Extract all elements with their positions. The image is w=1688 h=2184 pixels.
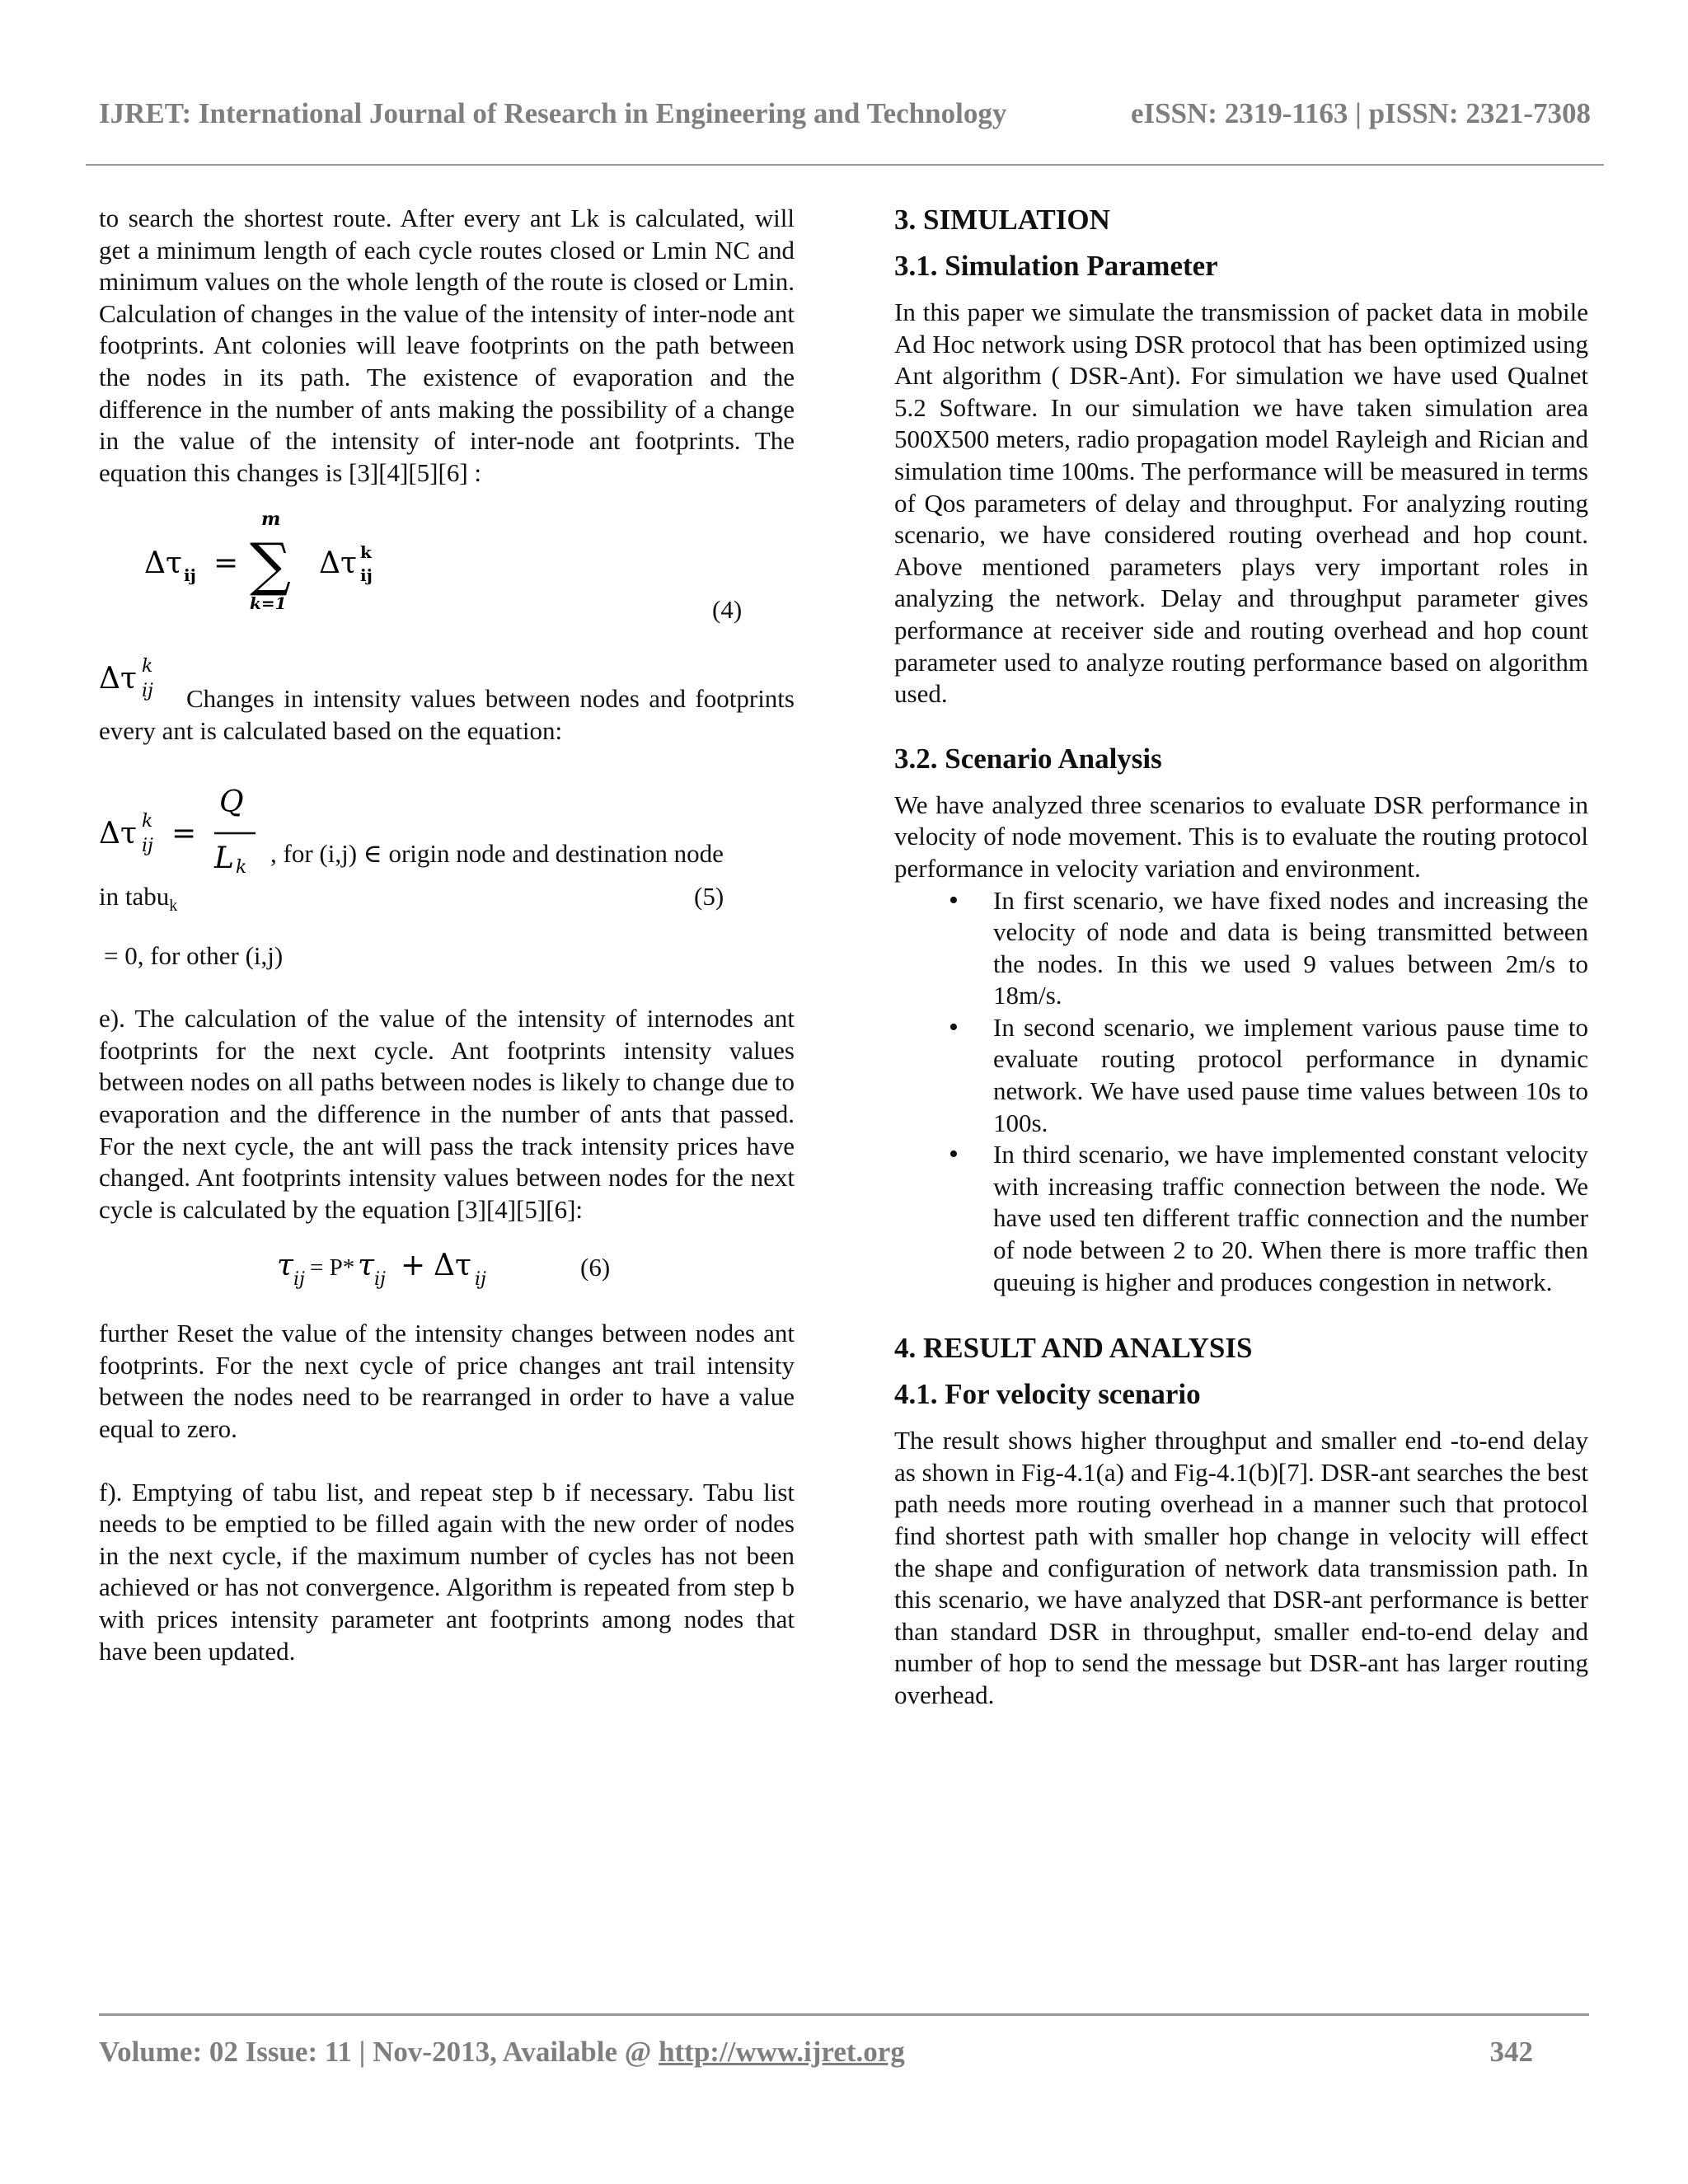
equation-4: [99, 502, 795, 650]
section-heading-simulation: 3. SIMULATION: [894, 204, 1110, 236]
list-item: • In third scenario, we have implemented constant velocity with increasing traffic connection between the node. We have used ten different traffic connection and the number of node between 2 to 20. When there is more traffic then queuing is higher and produces congestion in network.: [894, 1139, 1588, 1298]
delta-tau-symbol: [99, 645, 181, 703]
svg-text:k: k: [360, 542, 372, 563]
section-heading-result-analysis: 4. RESULT AND ANALYSIS: [894, 1332, 1253, 1365]
journal-header: [99, 97, 1591, 130]
svg-text:k: k: [142, 656, 153, 677]
paragraph-shortest-route: to search the shortest route. After every ant Lk is calculated, will get a minimum length of each cycle routes closed or Lmin NC and minimum values on the whole length of the route is closed or Lmin. Calculation of changes in the value of the intensity of inter-node ant footprints. Ant colonies will leave footprints on the path between the nodes in its path. The existence of evaporation and the difference in the number of ants making the possibility of a change in the value of the intensity of inter-node ant footprints. The equation this changes is [3][4][5][6] :: [99, 204, 795, 487]
header-divider: [86, 164, 1604, 166]
svg-text:Δτ: Δτ: [144, 546, 182, 581]
equation-4-formula: [144, 502, 424, 626]
journal-issn: eISSN: 2319-1163 | pISSN: 2321-7308: [1130, 97, 1591, 129]
svg-text:k: k: [236, 856, 247, 878]
svg-text:k=1: k=1: [250, 593, 287, 614]
equation-5-formula: [99, 771, 280, 878]
page-number: 342: [1489, 2036, 1533, 2068]
equation-6-number: (6): [580, 1253, 611, 1282]
left-column: [99, 203, 795, 1667]
svg-text:+: +: [401, 1249, 426, 1283]
svg-text:ij: ij: [184, 565, 196, 586]
svg-text:k: k: [142, 810, 153, 832]
footer-divider: [99, 2013, 1589, 2016]
journal-link[interactable]: http://www.ijret.org: [659, 2036, 905, 2068]
paragraph-intensity-change: Changes in intensity values between nodes and footprints every ant is calculated based on the equation:: [99, 684, 795, 745]
section-heading-velocity-scenario: 4.1. For velocity scenario: [894, 1378, 1201, 1411]
svg-text:=: =: [213, 546, 239, 581]
paragraph-simulation-parameter: In this paper we simulate the transmission of packet data in mobile Ad Hoc network using DSR protocol that has been optimized using Ant algorithm ( DSR-Ant). For simulation we have used Qualnet 5.2 Software. In our simulation we have taken simulation area 500X500 meters, radio propagation model Rayleigh and Rician and simulation time 100ms. The performance will be measured in terms of Qos parameters of delay and throughput. For analyzing routing scenario, we have considered routing overhead and hop count. Above mentioned parameters plays very important roles in analyzing the network. Delay and throughput parameter gives performance at receiver side and routing overhead and hop count parameter used to analyze routing performance based on algorithm used.: [894, 298, 1588, 709]
equation-6-operator: = P*: [310, 1254, 355, 1282]
equation-4-number: (4): [712, 595, 743, 625]
paragraph-step-f: f). Emptying of tabu list, and repeat step b if necessary. Tabu list needs to be emptied to be filled again with the new order of nodes in the next cycle, if the maximum number of cycles has not been achieved or has not convergence. Algorithm is repeated from step b with prices intensity parameter ant footprints among nodes that have been updated.: [99, 1477, 795, 1666]
right-column: [894, 203, 1588, 1712]
scenario-list: [894, 885, 1588, 1299]
delta-tau-definition: [99, 650, 795, 701]
svg-text:Δτ: Δτ: [319, 546, 357, 581]
section-heading-scenario-analysis: 3.2. Scenario Analysis: [894, 742, 1162, 775]
svg-text:Δτ: Δτ: [99, 816, 137, 851]
svg-text:ij: ij: [293, 1269, 305, 1291]
svg-text:τ: τ: [277, 1249, 293, 1283]
svg-text:Q: Q: [219, 785, 244, 819]
svg-text:ij: ij: [374, 1269, 386, 1291]
paragraph-reset: further Reset the value of the intensity changes between nodes ant footprints. For the next cycle of price changes ant trail intensity between the nodes need to be rearranged in order to have a value equal to zero.: [99, 1319, 795, 1444]
list-item: • In first scenario, we have fixed nodes and increasing the velocity of node and data is being transmitted between the nodes. In this we used 9 values between 2m/s to 18m/s.: [894, 885, 1588, 1012]
equation-6: [99, 1239, 795, 1313]
svg-text:ij: ij: [475, 1269, 486, 1291]
svg-text:ij: ij: [142, 681, 153, 702]
section-heading-simulation-parameter: 3.1. Simulation Parameter: [894, 250, 1218, 282]
list-item: • In second scenario, we implement various pause time to evaluate routing protocol performance in dynamic network. We have used pause time values between 10s to 100s.: [894, 1012, 1588, 1139]
paragraph-velocity-scenario: The result shows higher throughput and smaller end -to-end delay as shown in Fig-4.1(a) and Fig-4.1(b)[7]. DSR-ant searches the best path needs more routing overhead in a manner such that protocol find shortest path with smaller hop change in velocity will effect the shape and configuration of network data transmission path. In this scenario, we have analyzed that DSR-ant performance is better than standard DSR in throughput, smaller end-to-end delay and number of hop to send the message but DSR-ant has larger routing overhead.: [894, 1426, 1588, 1709]
svg-text:ij: ij: [142, 835, 153, 856]
equation-5-otherwise: = 0, for other (i,j): [104, 940, 284, 970]
journal-title: IJRET: International Journal of Research in Engineering and Technology: [99, 97, 1007, 129]
svg-text:Δτ: Δτ: [434, 1249, 471, 1283]
svg-text:τ: τ: [358, 1249, 374, 1283]
equation-5-tabu: in tabu$_k$: [99, 881, 178, 915]
footer-volume: Volume: 02 Issue: 11 | Nov-2013, Available @ http://www.ijret.org: [99, 2036, 905, 2068]
equation-5: [99, 771, 795, 915]
svg-text:Δτ: Δτ: [99, 662, 137, 696]
svg-text:∑: ∑: [250, 531, 291, 599]
svg-text:=: =: [171, 816, 197, 851]
svg-text:m: m: [261, 509, 281, 531]
equation-5-condition: , for (i,j) ∈ origin node and destination node: [270, 838, 724, 868]
svg-text:ij: ij: [360, 565, 373, 586]
page-footer: [99, 2036, 1533, 2069]
svg-text:L: L: [214, 841, 234, 875]
paragraph-step-e: e). The calculation of the value of the intensity of internodes ant footprints for the next cycle. Ant footprints intensity values between nodes on all paths between nodes is likely to change due to evaporation and the difference in the number of ants that passed. For the next cycle, the ant will pass the track intensity prices have changed. Ant footprints intensity values between nodes for the next cycle is calculated by the equation [3][4][5][6]:: [99, 1004, 795, 1224]
paragraph-scenario-analysis: We have analyzed three scenarios to evaluate DSR performance in velocity of node movement. This is to evaluate the routing protocol performance in velocity variation and environment.: [894, 790, 1588, 883]
equation-5-number: (5): [694, 881, 724, 911]
